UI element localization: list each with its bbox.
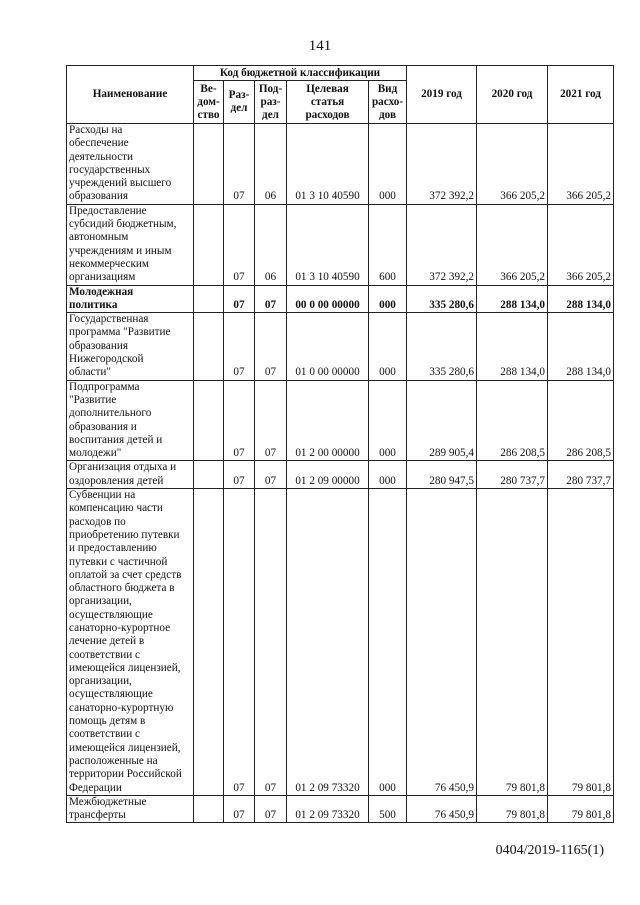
row-2020: 366 205,2 — [477, 124, 548, 205]
row-name: Межбюджетные трансферты — [67, 795, 194, 823]
row-name: Субвенции на компенсацию части расходов по приобретению путевки и предоставлению путевки с частичной оплатой за счет средств областного бюджета в организации, осуществляющие санаторно-курортное лечение детей в соответствии с имеющейся лицензией, организации, осуществляющие санаторно-курортную помощь детям в соответствии с имеющейся лицензией, расположенные на территории Российской Федерации — [67, 489, 194, 796]
row-2019: 335 280,6 — [407, 313, 477, 380]
row-vid: 000 — [369, 285, 407, 313]
row-celevaya: 00 0 00 00000 — [287, 285, 369, 313]
row-razdel: 07 — [224, 380, 255, 461]
document-code: 0404/2019-1165(1) — [495, 843, 604, 858]
row-celevaya: 01 2 09 00000 — [287, 461, 369, 489]
row-podrazdel: 07 — [255, 461, 287, 489]
table-row — [67, 795, 614, 823]
row-2020: 280 737,7 — [477, 461, 548, 489]
row-vid: 500 — [369, 795, 407, 823]
row-vedomstvo — [194, 285, 224, 313]
row-2021: 288 134,0 — [548, 313, 614, 380]
row-razdel: 07 — [224, 489, 255, 796]
header-2019: 2019 год — [407, 66, 477, 124]
header-podrazdel: Под- раз- дел — [255, 81, 287, 124]
row-vid: 000 — [369, 124, 407, 205]
row-razdel: 07 — [224, 204, 255, 285]
row-2019: 372 392,2 — [407, 124, 477, 205]
header-celevaya: Целевая статья расходов — [287, 81, 369, 124]
header-2020: 2020 год — [477, 66, 548, 124]
row-celevaya: 01 2 00 00000 — [287, 380, 369, 461]
row-celevaya: 01 3 10 40590 — [287, 204, 369, 285]
row-vedomstvo — [194, 313, 224, 380]
row-podrazdel: 07 — [255, 380, 287, 461]
header-razdel: Раз- дел — [224, 81, 255, 124]
row-podrazdel: 07 — [255, 795, 287, 823]
row-podrazdel: 07 — [255, 285, 287, 313]
row-2021: 79 801,8 — [548, 489, 614, 796]
row-2020: 366 205,2 — [477, 204, 548, 285]
row-podrazdel: 07 — [255, 313, 287, 380]
row-2019: 335 280,6 — [407, 285, 477, 313]
table-body — [67, 124, 614, 823]
row-2020: 79 801,8 — [477, 795, 548, 823]
page-number: 141 — [308, 38, 332, 54]
row-name: Организация отдыха и оздоровления детей — [67, 461, 194, 489]
row-razdel: 07 — [224, 285, 255, 313]
table-row — [67, 380, 614, 461]
row-2021: 288 134,0 — [548, 285, 614, 313]
row-razdel: 07 — [224, 313, 255, 380]
table-row — [67, 285, 614, 313]
row-vid: 000 — [369, 489, 407, 796]
table-row — [67, 313, 614, 380]
row-name: Молодежная политика — [67, 285, 194, 313]
row-razdel: 07 — [224, 124, 255, 205]
header-name: Наименование — [67, 66, 194, 124]
row-name: Подпрограмма "Развитие дополнительного образования и воспитания детей и молодежи" — [67, 380, 194, 461]
row-2019: 289 905,4 — [407, 380, 477, 461]
row-vedomstvo — [194, 795, 224, 823]
row-celevaya: 01 0 00 00000 — [287, 313, 369, 380]
row-2021: 366 205,2 — [548, 124, 614, 205]
row-2019: 76 450,9 — [407, 489, 477, 796]
row-podrazdel: 06 — [255, 124, 287, 205]
row-2019: 280 947,5 — [407, 461, 477, 489]
table-row — [67, 461, 614, 489]
row-2021: 79 801,8 — [548, 795, 614, 823]
row-vedomstvo — [194, 489, 224, 796]
row-vid: 000 — [369, 461, 407, 489]
row-vedomstvo — [194, 461, 224, 489]
row-podrazdel: 06 — [255, 204, 287, 285]
row-2021: 286 208,5 — [548, 380, 614, 461]
row-2020: 286 208,5 — [477, 380, 548, 461]
row-celevaya: 01 2 09 73320 — [287, 795, 369, 823]
row-razdel: 07 — [224, 461, 255, 489]
header-2021: 2021 год — [548, 66, 614, 124]
table-row — [67, 204, 614, 285]
row-vedomstvo — [194, 124, 224, 205]
row-2021: 280 737,7 — [548, 461, 614, 489]
row-2021: 366 205,2 — [548, 204, 614, 285]
row-2020: 79 801,8 — [477, 489, 548, 796]
row-celevaya: 01 3 10 40590 — [287, 124, 369, 205]
header-vedomstvo: Ве- дом- ство — [194, 81, 224, 124]
row-vid: 000 — [369, 313, 407, 380]
row-2020: 288 134,0 — [477, 285, 548, 313]
row-razdel: 07 — [224, 795, 255, 823]
row-2019: 372 392,2 — [407, 204, 477, 285]
table-row — [67, 124, 614, 205]
row-vid: 600 — [369, 204, 407, 285]
row-celevaya: 01 2 09 73320 — [287, 489, 369, 796]
row-name: Предоставление субсидий бюджетным, автономным учреждениям и иным некоммерческим организациям — [67, 204, 194, 285]
header-code-group: Код бюджетной классификации — [194, 66, 407, 81]
row-vedomstvo — [194, 204, 224, 285]
row-vid: 000 — [369, 380, 407, 461]
budget-table — [66, 65, 614, 823]
table-row — [67, 489, 614, 796]
row-podrazdel: 07 — [255, 489, 287, 796]
row-name: Государственная программа "Развитие образования Нижегородской области" — [67, 313, 194, 380]
row-2019: 76 450,9 — [407, 795, 477, 823]
row-2020: 288 134,0 — [477, 313, 548, 380]
row-name: Расходы на обеспечение деятельности государственных учреждений высшего образования — [67, 124, 194, 205]
row-vedomstvo — [194, 380, 224, 461]
header-vid: Вид расхо- дов — [369, 81, 407, 124]
